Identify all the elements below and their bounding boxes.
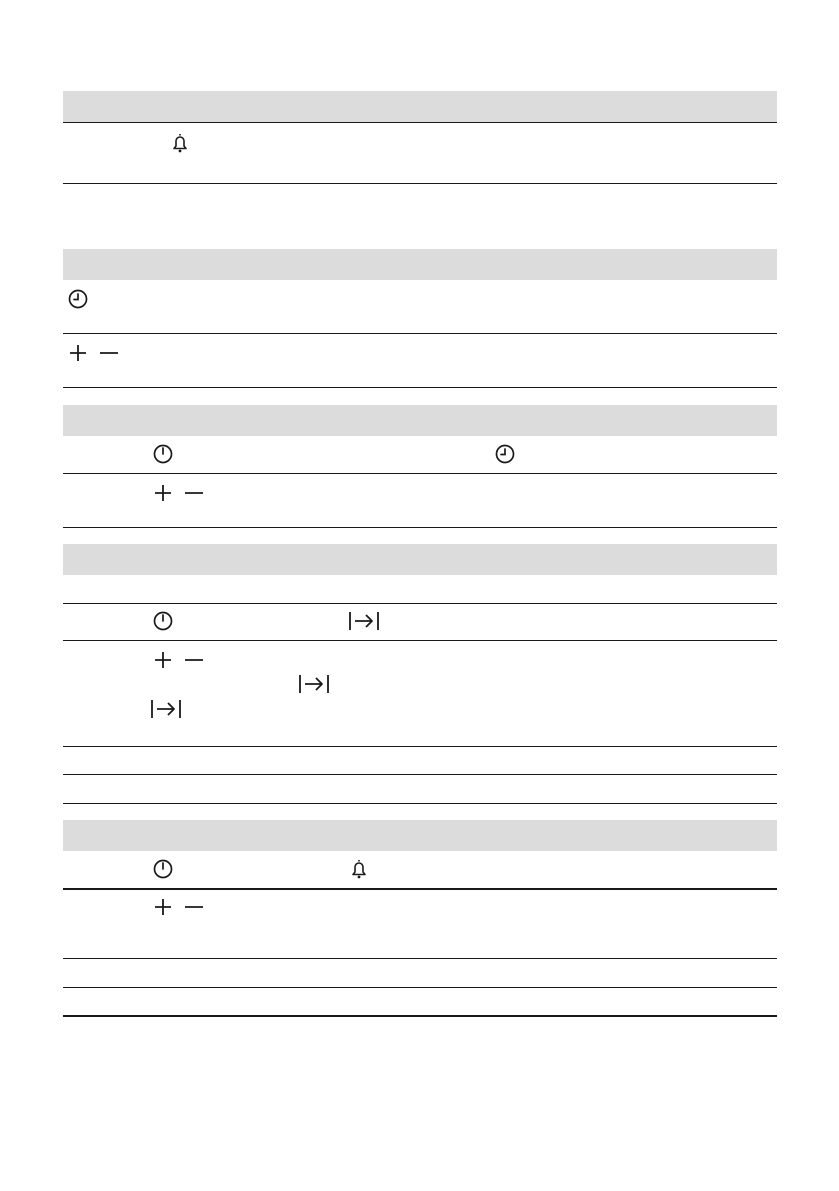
section-4-row-3 [63, 641, 777, 746]
clock-icon [494, 443, 516, 465]
divider [63, 527, 777, 528]
plus-icon [152, 649, 174, 671]
section-5-row-4 [63, 988, 777, 1015]
section-5-row-1 [63, 851, 777, 888]
timer-icon [152, 443, 174, 465]
timer-icon [152, 610, 174, 632]
clock-icon [67, 288, 89, 310]
minus-icon [98, 342, 120, 364]
section-3-row-2 [63, 474, 777, 527]
section-4-row-1 [63, 575, 777, 603]
divider [63, 1015, 777, 1017]
section-2-row-1 [63, 280, 777, 333]
section-1-row-1 [63, 123, 777, 183]
bell-icon [171, 132, 189, 154]
timer-icon [152, 858, 174, 880]
skip-to-end-icon [298, 673, 330, 695]
section-2-row-2 [63, 334, 777, 387]
plus-icon [152, 482, 174, 504]
section-5-header [63, 820, 777, 851]
section-5-row-2 [63, 890, 777, 958]
minus-icon [183, 649, 205, 671]
section-3-header [63, 405, 777, 436]
skip-to-end-icon [150, 698, 182, 720]
bell-icon [350, 858, 368, 880]
minus-icon [183, 896, 205, 918]
section-2-header [63, 249, 777, 280]
section-1-header [63, 91, 777, 122]
divider [63, 387, 777, 388]
minus-icon [183, 482, 205, 504]
section-4-header [63, 544, 777, 575]
plus-icon [152, 896, 174, 918]
divider [63, 803, 777, 804]
section-4-row-5 [63, 775, 777, 803]
divider [63, 183, 777, 184]
skip-to-end-icon [348, 610, 380, 632]
section-4-row-2 [63, 604, 777, 640]
section-5-row-3 [63, 959, 777, 987]
section-4-row-4 [63, 747, 777, 774]
section-3-row-1 [63, 436, 777, 473]
plus-icon [67, 342, 89, 364]
